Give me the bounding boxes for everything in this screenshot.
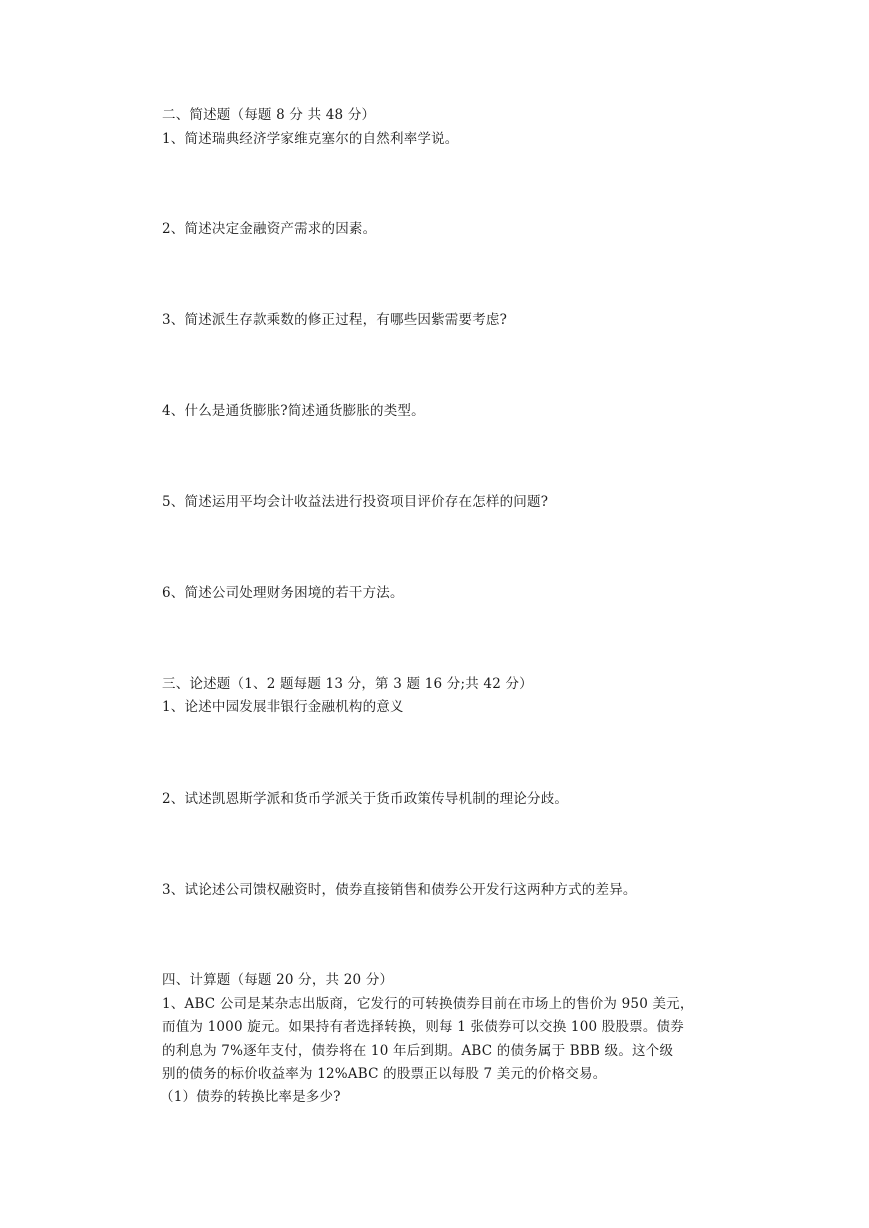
section-2-question-5: 5、简述运用平均会计收益法进行投资项目评价存在怎样的问题? [162,494,549,510]
section-3-question-3: 3、试论述公司馈权融资时，债券直接销售和债券公开发行这两种方式的差异。 [162,882,637,898]
section-2-question-6: 6、简述公司处理财务困境的若干方法。 [162,585,404,601]
section-4-line-1: 1、ABC 公司是某杂志出版商，它发行的可转换债券目前在市场上的售价为 950 美元， [162,996,694,1012]
section-4-line-4: 别的债务的标价收益率为 12%ABC 的股票正以每股 7 美元的价格交易。 [162,1066,607,1082]
section-2-question-4: 4、什么是通货膨胀?简述通货膨胀的类型。 [162,403,425,419]
section-2-heading: 二、简述题（每题 8 分 共 48 分） [162,107,376,123]
section-2-question-2: 2、简述决定金融资产需求的因素。 [162,221,377,237]
section-3-heading: 三、论述题（1、2 题每题 13 分，第 3 题 16 分;共 42 分） [162,676,533,692]
section-2-question-3: 3、简述派生存款乘数的修正过程，有哪些因紫需要考虑? [162,312,508,328]
section-3-question-2: 2、试述凯恩斯学派和货币学派关于货币政策传导机制的理论分歧。 [162,791,569,807]
section-4-sub-question-1: （1）债券的转换比率是多少? [160,1089,341,1105]
section-2-question-1: 1、简述瑞典经济学家维克塞尔的自然利率学说。 [162,131,459,147]
section-4-line-2: 而值为 1000 旋元。如果持有者选择转换，则每 1 张债券可以交换 100 股股票。债券 [162,1019,684,1035]
section-3-question-1: 1、论述中园发展非银行金融机构的意义 [162,699,404,715]
section-4-heading: 四、计算题（每题 20 分，共 20 分） [162,972,394,988]
section-4-line-3: 的利息为 7%逐年支付，债券将在 10 年后到期。ABC 的债务属于 BBB 级。这个级 [162,1043,674,1059]
